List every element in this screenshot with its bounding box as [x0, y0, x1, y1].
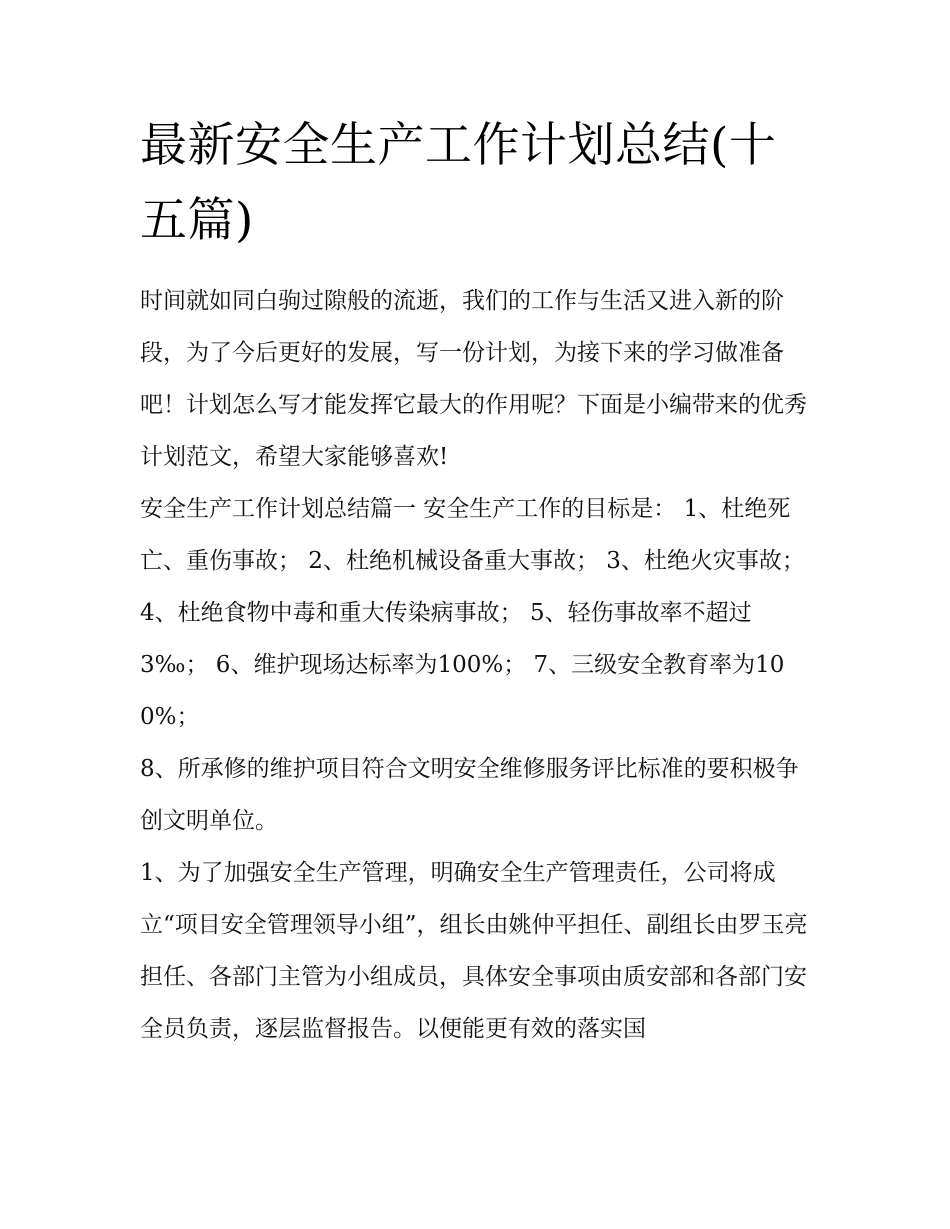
document-title: 最新安全生产工作计划总结(十五篇) [140, 118, 777, 248]
management-group-paragraph: 1、为了加强安全生产管理，明确安全生产管理责任，公司将成立“项目安全管理领导小组”，组长由姚仲平担任、副组长由罗玉亮担任、各部门主管为小组成员，具体安全事项由质安部和各部门安全员负责，逐层监督报告。以便能更有效的落实国 [140, 860, 808, 1042]
intro-paragraph: 时间就如同白驹过隙般的流逝，我们的工作与生活又进入新的阶段，为了今后更好的发展，写一份计划，为接下来的学习做准备吧！计划怎么写才能发挥它最大的作用呢？下面是小编带来的优秀计划范文，希望大家能够喜欢! [140, 288, 807, 470]
safety-goals-continued-paragraph: 4、杜绝食物中毒和重大传染病事故； 5、轻伤事故率不超过3‰； 6、维护现场达标率为100%； 7、三级安全教育率为100%； [140, 600, 785, 730]
civilized-unit-paragraph: 8、所承修的维护项目符合文明安全维修服务评比标准的要积极争创文明单位。 [140, 756, 799, 834]
safety-goals-paragraph: 安全生产工作计划总结篇一 安全生产工作的目标是： 1、杜绝死亡、重伤事故； 2、杜绝机械设备重大事故； 3、杜绝火灾事故； [140, 496, 805, 574]
document-page [140, 108, 815, 1055]
